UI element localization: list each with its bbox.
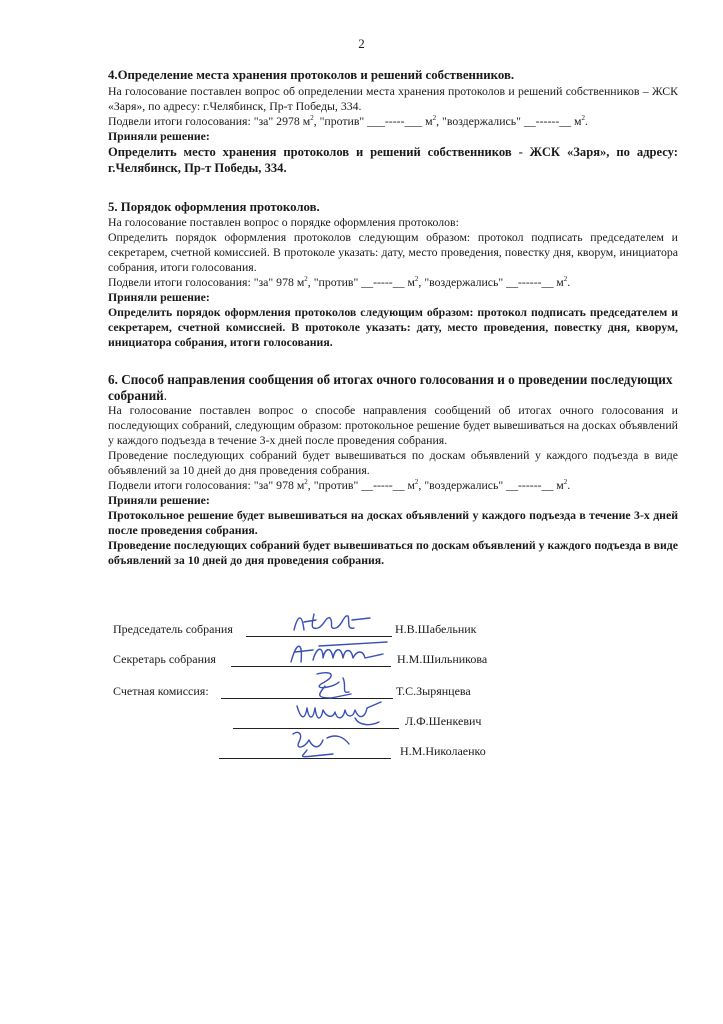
section-6-decision-1: Протокольное решение будет вывешиваться на досках объявлений у каждого подъезда в течение 3-х дней после проведения собрания. <box>108 508 678 537</box>
section-5-decided-label: Приняли решение: <box>108 290 210 304</box>
section-6-title: 6. Способ направления сообщения об итогах очного голосования и о проведении последующих собраний. <box>108 372 673 403</box>
chair-name: Н.В.Шабельник <box>395 622 477 636</box>
section-4-decision: Определить место хранения протоколов и решений собственников - ЖСК «Заря», по адресу: г.Челябинск, Пр-т Победы, 334. <box>108 144 678 175</box>
section-5-title: 5. Порядок оформления протоколов. <box>108 199 320 214</box>
commission-name-3: Н.М.Николаенко <box>400 744 486 758</box>
section-6 <box>108 372 678 568</box>
section-5-line-1: На голосование поставлен вопрос о порядке оформления протоколов: <box>108 215 459 229</box>
section-5-decision: Определить порядок оформления протоколов следующим образом: протокол подписать председателем и секретарем, счетной комиссией. В протоколе указать: дату, место проведения, повестку дня, кворум, инициатора собрания, итоги голосования. <box>108 305 678 349</box>
document-body <box>108 68 678 582</box>
section-4-votes: Подвели итоги голосования: "за" 2978 $м^2$, "против" ___-----___ $м^2$, "воздержались" __------__ $м^2$. <box>108 113 588 128</box>
section-5-line-2: Определить порядок оформления протоколов следующим образом: протокол подписать председателем и секретарем, счетной комиссией. В протоколе указать: дату, место проведения, повестку дня, кворум, инициатора собрания, итоги голосования. <box>108 230 678 274</box>
section-4-title: 4.Определение места хранения протоколов и решений собственников. <box>108 68 515 82</box>
section-4-decided-label: Приняли решение: <box>108 128 210 143</box>
page-number: 2 <box>358 36 365 51</box>
section-6-decision-2: Проведение последующих собраний будет вывешиваться по доскам объявлений у каждого подъезда в виде объявлений за 10 дней до дня проведения собрания. <box>108 538 678 567</box>
commission-name-1: Т.С.Зырянцева <box>396 684 471 698</box>
section-6-line-2: Проведение последующих собраний будет вывешиваться по доскам объявлений у каждого подъезда в виде объявлений за 10 дней до дня проведения собрания. <box>108 448 678 477</box>
secretary-role: Секретарь собрания <box>113 652 216 666</box>
section-4-text: На голосование поставлен вопрос об определении места хранения протоколов и решений собственников – ЖСК «Заря», по адресу: г.Челябинск, Пр-т Победы, 334. <box>108 83 678 113</box>
section-6-line-1: На голосование поставлен вопрос о способе направления сообщений об итогах очного голосования и последующих собраний, следующим образом: протокольное решение будет вывешиваться на досках объявлений у каждого подъезда в течение 3-х дней после проведения собрания. <box>108 403 678 447</box>
section-5 <box>108 200 678 351</box>
commission-3-signature <box>283 724 363 762</box>
section-5-votes: Подвели итоги голосования: "за" 978 $м^2$, "против" __-----__ $м^2$, "воздержались" __------__ $м^2$. <box>108 275 571 289</box>
signature-row-commission-3 <box>113 734 593 764</box>
chair-signature <box>288 608 378 638</box>
section-6-votes: Подвели итоги голосования: "за" 978 $м^2$, "против" __-----__ $м^2$, "воздержались" __------__ $м^2$. <box>108 478 571 492</box>
chair-role: Председатель собрания <box>113 622 233 636</box>
commission-name-2: Л.Ф.Шенкевич <box>405 714 482 728</box>
commission-role: Счетная комиссия: <box>113 684 209 698</box>
section-4 <box>108 68 678 176</box>
secretary-name: Н.М.Шильникова <box>397 652 488 666</box>
section-6-decided-label: Приняли решение: <box>108 493 210 507</box>
secretary-signature <box>283 636 393 670</box>
